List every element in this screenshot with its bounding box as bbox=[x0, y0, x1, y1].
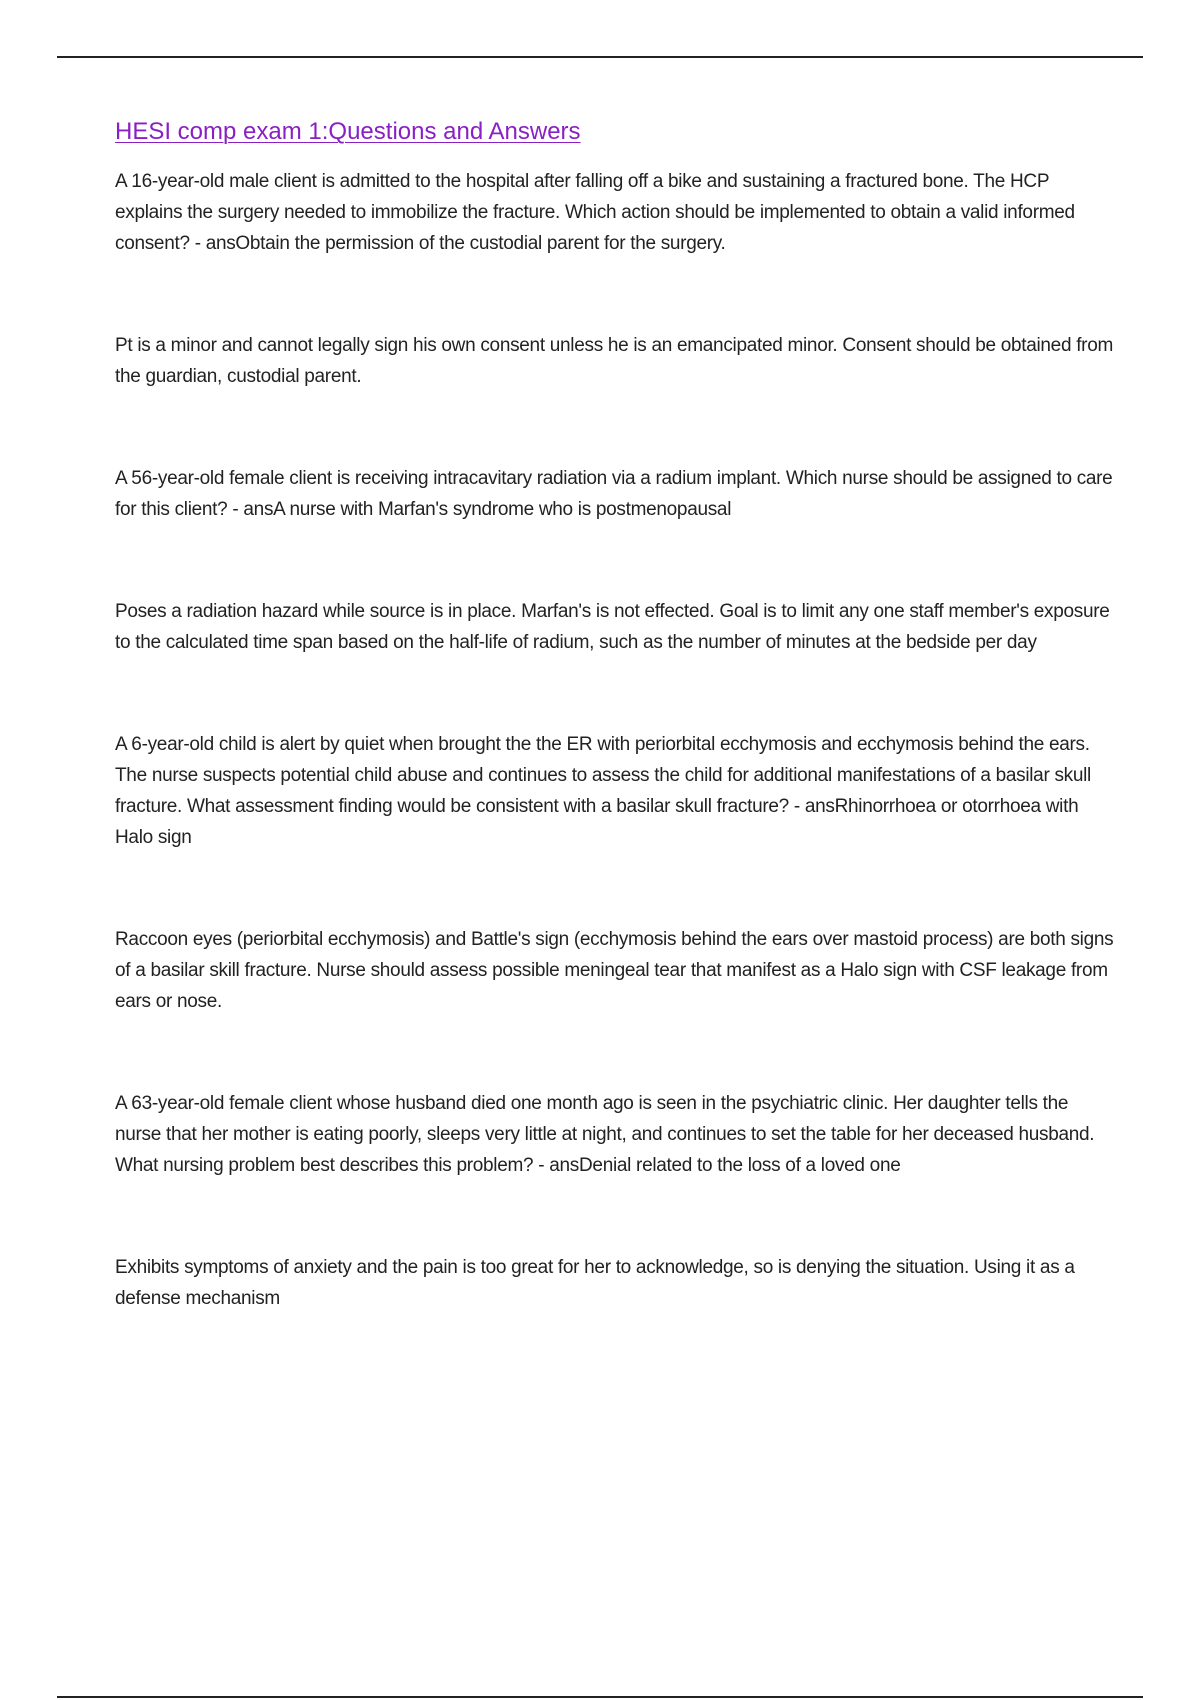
footer-rule bbox=[57, 1696, 1143, 1698]
question-4: A 63-year-old female client whose husband died one month ago is seen in the psychiatric clinic. Her daughter tells the nurse that her mother is eating poorly, sleeps very little at night, and continues to set the table for her deceased husband. What nursing problem best describes this problem? - ansDenial related to the loss of a loved one bbox=[115, 1093, 1095, 1176]
question-2: A 56-year-old female client is receiving intracavitary radiation via a radium implant. Which nurse should be assigned to care for this client? - ansA nurse with Marfan's syndrome who is postmenopausal bbox=[115, 468, 1113, 520]
question-1: A 16-year-old male client is admitted to the hospital after falling off a bike and sustaining a fractured bone. The HCP explains the surgery needed to immobilize the fracture. Which action should be implemented to obtain a valid informed consent? - ansObtain the permission of the custodial parent for the surgery. bbox=[115, 171, 1075, 254]
question-3: A 6-year-old child is alert by quiet when brought the the ER with periorbital ecchymosis and ecchymosis behind the ears. The nurse suspects potential child abuse and continues to assess the child for additional manifestations of a basilar skull fracture. What assessment finding would be consistent with a basilar skull fracture? - ansRhinorrhoea or otorrhoea with Halo sign bbox=[115, 734, 1091, 848]
header-rule bbox=[57, 56, 1143, 58]
document-title: HESI comp exam 1:Questions and Answers bbox=[115, 118, 581, 145]
explanation-4: Exhibits symptoms of anxiety and the pain is too great for her to acknowledge, so is denying the situation. Using it as a defense mechanism bbox=[115, 1257, 1075, 1309]
explanation-1: Pt is a minor and cannot legally sign his own consent unless he is an emancipated minor. Consent should be obtained from the guardian, custodial parent. bbox=[115, 335, 1113, 387]
document-body bbox=[115, 112, 1115, 1314]
explanation-2: Poses a radiation hazard while source is in place. Marfan's is not effected. Goal is to limit any one staff member's exposure to the calculated time span based on the half-life of radium, such as the number of minutes at the bedside per day bbox=[115, 601, 1110, 653]
explanation-3: Raccoon eyes (periorbital ecchymosis) and Battle's sign (ecchymosis behind the ears over mastoid process) are both signs of a basilar skill fracture. Nurse should assess possible meningeal tear that manifest as a Halo sign with CSF leakage from ears or nose. bbox=[115, 929, 1114, 1012]
